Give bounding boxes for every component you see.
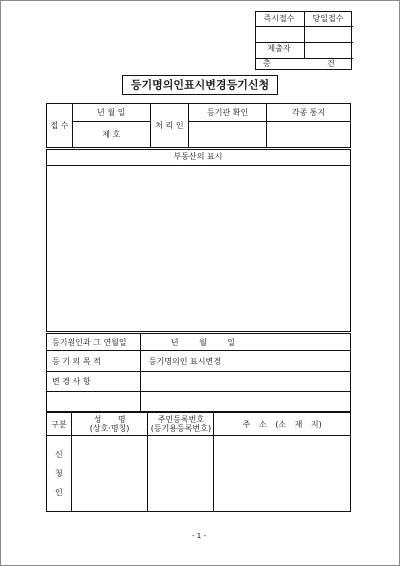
change-label: 변 경 사 항	[52, 377, 91, 386]
notices-label: 각종 통지	[291, 108, 326, 117]
purpose-label: 등 기 의 목 적	[52, 356, 101, 366]
reception-table	[46, 103, 351, 148]
property-header: 부동산의 표시	[173, 152, 223, 161]
name-header: 성 명	[93, 414, 126, 424]
same-day-receipt-label: 당일접수	[312, 14, 344, 23]
processor-label: 처 리 인	[155, 121, 184, 130]
reception-number: 제 호	[102, 130, 121, 139]
page-title: 등기명의인표시변경등기신청	[130, 78, 270, 92]
notices-cell[interactable]	[267, 122, 351, 148]
registry-check-cell[interactable]	[189, 122, 267, 148]
reception-date: 년 월 일	[97, 108, 126, 117]
registry-check-label: 등기관 확인	[207, 108, 249, 117]
applicant-table	[46, 412, 351, 512]
name-subheader: (상호·명칭)	[89, 424, 130, 433]
address-header: 주 소 (소 재 지)	[242, 419, 322, 429]
count-unit-label: 건	[327, 59, 335, 68]
id-header: 주민등록번호	[157, 414, 205, 424]
change-value-cell-2[interactable]	[140, 392, 350, 412]
cause-date-label: 등기원인과 그 연월일	[52, 337, 127, 347]
total-label: 총	[263, 59, 271, 68]
submitter-label: 제출자	[267, 44, 291, 53]
applicant-name-cell[interactable]	[71, 436, 148, 512]
category-header: 구분	[51, 419, 67, 429]
applicant-label-1: 신	[54, 449, 63, 459]
page-number: - 1 -	[192, 532, 206, 540]
property-description-area[interactable]	[47, 165, 350, 331]
cause-date-value[interactable]: 년 월 일	[170, 337, 236, 347]
applicant-label-2: 청	[54, 468, 63, 478]
change-value-cell[interactable]	[140, 372, 350, 392]
applicant-label-3: 인	[54, 488, 63, 498]
reception-label: 접 수	[50, 121, 69, 130]
id-subheader: (등기용등록번호)	[150, 424, 212, 433]
instant-receipt-label: 즉시접수	[263, 14, 295, 23]
purpose-value[interactable]: 등기명의인 표시변경	[148, 356, 221, 366]
applicant-id-cell[interactable]	[148, 436, 214, 512]
applicant-address-cell[interactable]	[214, 436, 351, 512]
fields-table	[46, 333, 351, 412]
